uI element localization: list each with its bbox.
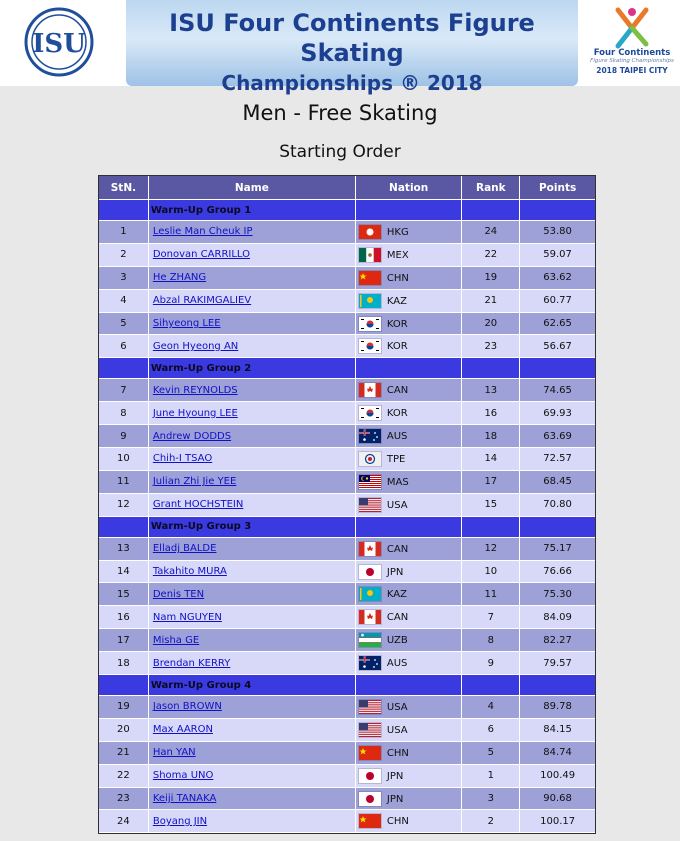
nation-cell [356, 696, 463, 719]
usa-flag-icon [359, 498, 381, 512]
nation-code: KOR [386, 341, 408, 353]
name-cell [149, 742, 356, 765]
stn-cell: 19 [99, 696, 149, 719]
group-points-cell [520, 675, 595, 696]
skater-name-link[interactable]: Leslie Man Cheuk IP [152, 226, 253, 238]
group-points-cell [520, 358, 595, 379]
nation-code: JPN [386, 566, 404, 578]
nation-code: CAN [386, 543, 409, 555]
rank-cell: 14 [462, 448, 520, 471]
isu-logo-text: ISU [32, 29, 86, 59]
skater-name-link[interactable]: Abzal RAKIMGALIEV [152, 295, 252, 307]
skater-name-link[interactable]: He ZHANG [152, 272, 207, 284]
warm-up-group-row [99, 517, 595, 538]
name-cell [149, 290, 356, 313]
nation-code: JPN [386, 793, 404, 805]
group-nation-cell [356, 358, 463, 379]
nation-cell [356, 290, 463, 313]
stn-cell: 5 [99, 313, 149, 336]
nation-cell [356, 221, 463, 244]
points-cell: 89.78 [520, 696, 595, 719]
chn-flag-icon [359, 271, 381, 285]
name-cell [149, 629, 356, 652]
points-cell: 90.68 [520, 788, 595, 811]
nation-code: CHN [386, 816, 409, 828]
banner-title-line2: Championships ® 2018 [221, 71, 483, 95]
fc-logo-line1: Four Continents [593, 48, 671, 58]
mas-flag-icon [359, 475, 381, 489]
points-cell: 75.30 [520, 583, 595, 606]
nation-cell [356, 471, 463, 494]
skater-name-link[interactable]: Brendan KERRY [152, 657, 231, 669]
rank-cell: 9 [462, 652, 520, 675]
kaz-flag-icon [359, 294, 381, 308]
group-nation-cell [356, 675, 463, 696]
skater-name-link[interactable]: Takahito MURA [152, 566, 227, 578]
rank-cell: 18 [462, 425, 520, 448]
nation-cell [356, 425, 463, 448]
stn-cell: 21 [99, 742, 149, 765]
stn-cell: 14 [99, 561, 149, 584]
points-cell: 76.66 [520, 561, 595, 584]
group-stn-cell [99, 200, 149, 221]
table-row [99, 652, 595, 675]
skater-name-link[interactable]: Donovan CARRILLO [152, 249, 251, 261]
group-rank-cell [462, 200, 520, 221]
kaz-flag-icon [359, 587, 381, 601]
table-row [99, 561, 595, 584]
name-cell [149, 448, 356, 471]
stn-cell: 8 [99, 402, 149, 425]
stn-cell: 16 [99, 606, 149, 629]
header-stn: StN. [99, 176, 149, 200]
name-cell [149, 313, 356, 336]
points-cell: 82.27 [520, 629, 595, 652]
nation-cell [356, 244, 463, 267]
table-row [99, 742, 595, 765]
warm-up-group-row [99, 200, 595, 221]
name-cell [149, 244, 356, 267]
group-label: Warm-Up Group 2 [149, 358, 356, 379]
warm-up-group-row [99, 675, 595, 696]
nation-cell [356, 379, 463, 402]
stn-cell: 18 [99, 652, 149, 675]
skater-name-link[interactable]: Andrew DODDS [152, 430, 232, 442]
nation-code: JPN [386, 770, 404, 782]
points-cell: 59.07 [520, 244, 595, 267]
stn-cell: 6 [99, 335, 149, 358]
mex-flag-icon [359, 248, 381, 262]
rank-cell: 6 [462, 719, 520, 742]
skater-name-link[interactable]: Grant HOCHSTEIN [152, 499, 244, 511]
stn-cell: 23 [99, 788, 149, 811]
stn-cell: 2 [99, 244, 149, 267]
nation-cell [356, 810, 463, 833]
uzb-flag-icon [359, 633, 381, 647]
aus-flag-icon [359, 429, 381, 443]
rank-cell: 5 [462, 742, 520, 765]
nation-code: TPE [386, 453, 406, 465]
skater-name-link[interactable]: Max AARON [152, 724, 213, 736]
table-row [99, 471, 595, 494]
skater-name-link[interactable]: Denis TEN [152, 588, 205, 600]
group-nation-cell [356, 200, 463, 221]
table-row [99, 810, 595, 833]
skater-name-link[interactable]: Misha GE [152, 634, 200, 646]
nation-cell [356, 765, 463, 788]
nation-cell [356, 267, 463, 290]
points-cell: 63.62 [520, 267, 595, 290]
skater-name-link[interactable]: Sihyeong LEE [152, 318, 221, 329]
nation-code: KOR [386, 408, 408, 420]
nation-code: CHN [386, 747, 409, 759]
skater-name-link[interactable]: Chih-I TSAO [152, 453, 213, 465]
table-row [99, 629, 595, 652]
points-cell: 75.17 [520, 538, 595, 561]
aus-flag-icon [359, 656, 381, 670]
nation-cell [356, 335, 463, 358]
nation-code: MEX [386, 249, 409, 261]
stn-cell: 1 [99, 221, 149, 244]
rank-cell: 23 [462, 335, 520, 358]
nation-cell [356, 606, 463, 629]
rank-cell: 11 [462, 583, 520, 606]
table-row [99, 221, 595, 244]
name-cell [149, 402, 356, 425]
nation-cell [356, 494, 463, 517]
table-row [99, 538, 595, 561]
table-row [99, 425, 595, 448]
kor-flag-icon [359, 406, 381, 420]
name-cell [149, 606, 356, 629]
table-row [99, 696, 595, 719]
page-title: Men - Free Skating [242, 101, 438, 125]
points-cell: 72.57 [520, 448, 595, 471]
skater-name-link[interactable]: Keiji TANAKA [152, 793, 217, 805]
chn-flag-icon [359, 746, 381, 760]
rank-cell: 17 [462, 471, 520, 494]
skater-name-link[interactable]: June Hyoung LEE [152, 407, 238, 419]
table-row [99, 719, 595, 742]
group-rank-cell [462, 517, 520, 538]
nation-code: USA [386, 701, 408, 713]
rank-cell: 13 [462, 379, 520, 402]
fc-logo-line3: 2018 TAIPEI CITY [596, 66, 668, 75]
table-row [99, 402, 595, 425]
rank-cell: 3 [462, 788, 520, 811]
stn-cell: 13 [99, 538, 149, 561]
tpe-flag-icon [359, 452, 381, 466]
page-subtitle: Starting Order [279, 142, 401, 162]
nation-code: KOR [386, 318, 408, 330]
jpn-flag-icon [359, 769, 381, 783]
header-nation: Nation [356, 176, 463, 200]
rank-cell: 1 [462, 765, 520, 788]
nation-code: CHN [386, 272, 409, 284]
rank-cell: 16 [462, 402, 520, 425]
table-row [99, 244, 595, 267]
skater-name-link[interactable]: Shoma UNO [152, 770, 214, 782]
table-row [99, 606, 595, 629]
banner-title [126, 8, 578, 98]
nation-code: UZB [386, 635, 408, 647]
can-flag-icon [359, 542, 381, 556]
points-cell: 68.45 [520, 471, 595, 494]
points-cell: 53.80 [520, 221, 595, 244]
nation-code: USA [386, 499, 408, 511]
nation-cell [356, 538, 463, 561]
nation-code: KAZ [386, 295, 407, 307]
rank-cell: 21 [462, 290, 520, 313]
name-cell [149, 561, 356, 584]
jpn-flag-icon [359, 792, 381, 806]
skater-name-link[interactable]: Kevin REYNOLDS [152, 384, 238, 396]
group-label: Warm-Up Group 3 [149, 517, 356, 538]
table-row [99, 494, 595, 517]
name-cell [149, 719, 356, 742]
name-cell [149, 335, 356, 358]
stn-cell: 4 [99, 290, 149, 313]
skater-name-link[interactable]: Han YAN [152, 747, 196, 759]
points-cell: 70.80 [520, 494, 595, 517]
name-cell [149, 810, 356, 833]
stn-cell: 22 [99, 765, 149, 788]
rank-cell: 7 [462, 606, 520, 629]
table-row [99, 379, 595, 402]
stn-cell: 11 [99, 471, 149, 494]
stn-cell: 9 [99, 425, 149, 448]
usa-flag-icon [359, 723, 381, 737]
nation-code: CAN [386, 385, 409, 397]
stn-cell: 20 [99, 719, 149, 742]
nation-cell [356, 313, 463, 336]
name-cell [149, 583, 356, 606]
points-cell: 84.74 [520, 742, 595, 765]
rank-cell: 4 [462, 696, 520, 719]
stn-cell: 24 [99, 810, 149, 833]
hkg-flag-icon [359, 225, 381, 239]
header-name: Name [149, 176, 356, 200]
skater-name-link[interactable]: Boyang JIN [152, 815, 208, 827]
stn-cell: 17 [99, 629, 149, 652]
table-row [99, 788, 595, 811]
nation-cell [356, 583, 463, 606]
kor-flag-icon [359, 339, 381, 353]
group-nation-cell [356, 517, 463, 538]
table-row [99, 583, 595, 606]
fc-logo-line2: Figure Skating Championships [590, 58, 674, 64]
group-stn-cell [99, 675, 149, 696]
skater-name-link[interactable]: Nam NGUYEN [152, 611, 222, 623]
header-banner [0, 0, 680, 95]
table-row [99, 313, 595, 336]
group-label: Warm-Up Group 1 [149, 200, 356, 221]
points-cell: 63.69 [520, 425, 595, 448]
nation-code: MAS [386, 476, 409, 488]
kor-flag-icon [359, 317, 381, 331]
table-row [99, 335, 595, 358]
points-cell: 69.93 [520, 402, 595, 425]
stn-cell: 3 [99, 267, 149, 290]
rank-cell: 15 [462, 494, 520, 517]
rank-cell: 24 [462, 221, 520, 244]
jpn-flag-icon [359, 565, 381, 579]
name-cell [149, 788, 356, 811]
rank-cell: 12 [462, 538, 520, 561]
header-points: Points [520, 176, 595, 200]
table-row [99, 765, 595, 788]
four-continents-logo-text [588, 48, 676, 75]
nation-cell [356, 788, 463, 811]
points-cell: 74.65 [520, 379, 595, 402]
nation-code: AUS [386, 658, 408, 670]
nation-cell [356, 652, 463, 675]
table-row [99, 448, 595, 471]
name-cell [149, 379, 356, 402]
points-cell: 56.67 [520, 335, 595, 358]
group-points-cell [520, 517, 595, 538]
skater-name-link[interactable]: Julian Zhi Jie YEE [152, 476, 237, 488]
banner-title-line1: ISU Four Continents Figure Skating [169, 9, 535, 67]
table-header-row [99, 176, 595, 200]
can-flag-icon [359, 610, 381, 624]
table-row [99, 267, 595, 290]
nation-cell [356, 561, 463, 584]
points-cell: 62.65 [520, 313, 595, 336]
name-cell [149, 267, 356, 290]
rank-cell: 10 [462, 561, 520, 584]
group-stn-cell [99, 517, 149, 538]
usa-flag-icon [359, 700, 381, 714]
points-cell: 100.49 [520, 765, 595, 788]
group-rank-cell [462, 358, 520, 379]
nation-cell [356, 402, 463, 425]
group-label: Warm-Up Group 4 [149, 675, 356, 696]
nation-code: KAZ [386, 589, 407, 601]
nation-code: USA [386, 724, 408, 736]
rank-cell: 2 [462, 810, 520, 833]
name-cell [149, 538, 356, 561]
stn-cell: 7 [99, 379, 149, 402]
stn-cell: 10 [99, 448, 149, 471]
points-cell: 60.77 [520, 290, 595, 313]
isu-logo [24, 7, 94, 77]
skater-name-link[interactable]: Geon Hyeong AN [152, 340, 239, 352]
rank-cell: 19 [462, 267, 520, 290]
group-rank-cell [462, 675, 520, 696]
nation-cell [356, 629, 463, 652]
nation-code: AUS [386, 431, 408, 443]
points-cell: 100.17 [520, 810, 595, 833]
skater-name-link[interactable]: Elladj BALDE [152, 543, 217, 555]
points-cell: 84.09 [520, 606, 595, 629]
name-cell [149, 221, 356, 244]
nation-code: HKG [386, 226, 409, 238]
stn-cell: 12 [99, 494, 149, 517]
nation-cell [356, 448, 463, 471]
group-points-cell [520, 200, 595, 221]
name-cell [149, 471, 356, 494]
chn-flag-icon [359, 814, 381, 828]
name-cell [149, 765, 356, 788]
can-flag-icon [359, 383, 381, 397]
group-stn-cell [99, 358, 149, 379]
warm-up-group-row [99, 358, 595, 379]
rank-cell: 20 [462, 313, 520, 336]
name-cell [149, 425, 356, 448]
starting-order-table [98, 175, 596, 834]
points-cell: 79.57 [520, 652, 595, 675]
header-rank: Rank [462, 176, 520, 200]
name-cell [149, 652, 356, 675]
points-cell: 84.15 [520, 719, 595, 742]
stn-cell: 15 [99, 583, 149, 606]
skater-name-link[interactable]: Jason BROWN [152, 701, 222, 713]
nation-code: CAN [386, 612, 409, 624]
rank-cell: 22 [462, 244, 520, 267]
nation-cell [356, 719, 463, 742]
nation-cell [356, 742, 463, 765]
rank-cell: 8 [462, 629, 520, 652]
name-cell [149, 696, 356, 719]
name-cell [149, 494, 356, 517]
table-row [99, 290, 595, 313]
